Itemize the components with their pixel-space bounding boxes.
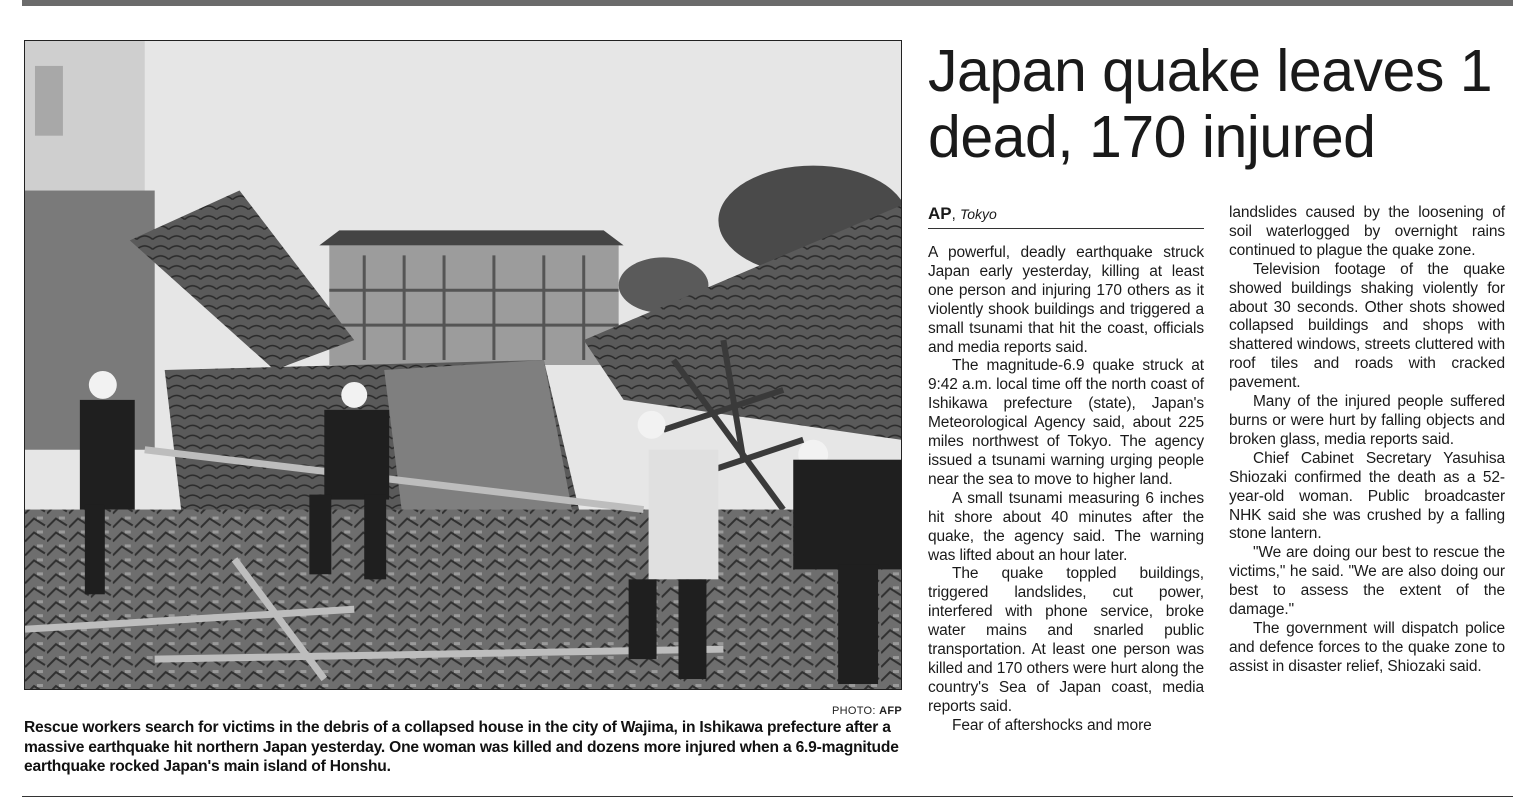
paragraph: Television footage of the quake showed buildings shaking violently for about 30 seconds. Other shots showed collapsed buildings and shops with shattered windows, streets cluttered with roof tiles and roads with cracked pavement. bbox=[1229, 260, 1505, 392]
collapsed-house-illustration bbox=[25, 41, 901, 689]
byline-agency: AP bbox=[928, 204, 952, 223]
paragraph: Chief Cabinet Secretary Yasuhisa Shiozaki confirmed the death as a 52-year-old woman. Public broadcaster NHK said she was crushed by a falling stone lantern. bbox=[1229, 449, 1505, 543]
paragraph: A powerful, deadly earthquake struck Japan early yesterday, killing at least one person and injuring 170 others as it violently shook buildings and triggered a small tsunami that hit the coast, officials and media reports said. bbox=[928, 244, 1204, 356]
top-rule bbox=[22, 0, 1513, 6]
photo-credit-label: PHOTO: bbox=[831, 705, 876, 717]
article-column-1 bbox=[928, 244, 1204, 736]
paragraph: The quake toppled buildings, triggered landslides, cut power, interfered with phone service, broke water mains and snarled public transportation. At least one person was killed and 170 others were hurt along the country's Sea of Japan coast, media reports said. bbox=[928, 565, 1204, 715]
headline: Japan quake leaves 1 dead, 170 injured bbox=[928, 38, 1493, 170]
news-photo bbox=[24, 40, 902, 690]
byline: AP, Tokyo bbox=[928, 204, 1204, 229]
paragraph: Fear of aftershocks and more bbox=[952, 716, 1152, 734]
paragraph: The magnitude-6.9 quake struck at 9:42 a.m. local time off the north coast of Ishikawa prefecture (state), Japan's Meteorological Agency said, about 225 miles northwest of Tokyo. The agency issued a tsunami warning urging people near the sea to move to higher land. bbox=[928, 357, 1204, 488]
photo-credit bbox=[800, 705, 902, 717]
paragraph: "We are doing our best to rescue the victims," he said. "We are also doing our best to assess the extent of the damage." bbox=[1229, 544, 1505, 619]
article-column-2 bbox=[1229, 204, 1505, 677]
photo-caption: Rescue workers search for victims in the debris of a collapsed house in the city of Wajima, in Ishikawa prefecture after a massive earthquake hit northern Japan yesterday. One woman was killed and dozens more injured when a 6.9-magnitude earthquake rocked Japan's main island of Honshu. bbox=[24, 719, 899, 775]
byline-city: Tokyo bbox=[959, 206, 997, 222]
bottom-rule bbox=[22, 796, 1513, 797]
photo-credit-source: AFP bbox=[879, 705, 902, 717]
paragraph: A small tsunami measuring 6 inches hit shore about 40 minutes after the quake, the agency said. The warning was lifted about an hour later. bbox=[928, 489, 1204, 564]
paragraph: The government will dispatch police and defence forces to the quake zone to assist in disaster relief, Shiozaki said. bbox=[1229, 619, 1505, 675]
paragraph: landslides caused by the loosening of soil waterlogged by overnight rains continued to plague the quake zone. bbox=[1229, 204, 1505, 259]
paragraph: Many of the injured people suffered burns or were hurt by falling objects and broken glass, media reports said. bbox=[1229, 393, 1505, 448]
